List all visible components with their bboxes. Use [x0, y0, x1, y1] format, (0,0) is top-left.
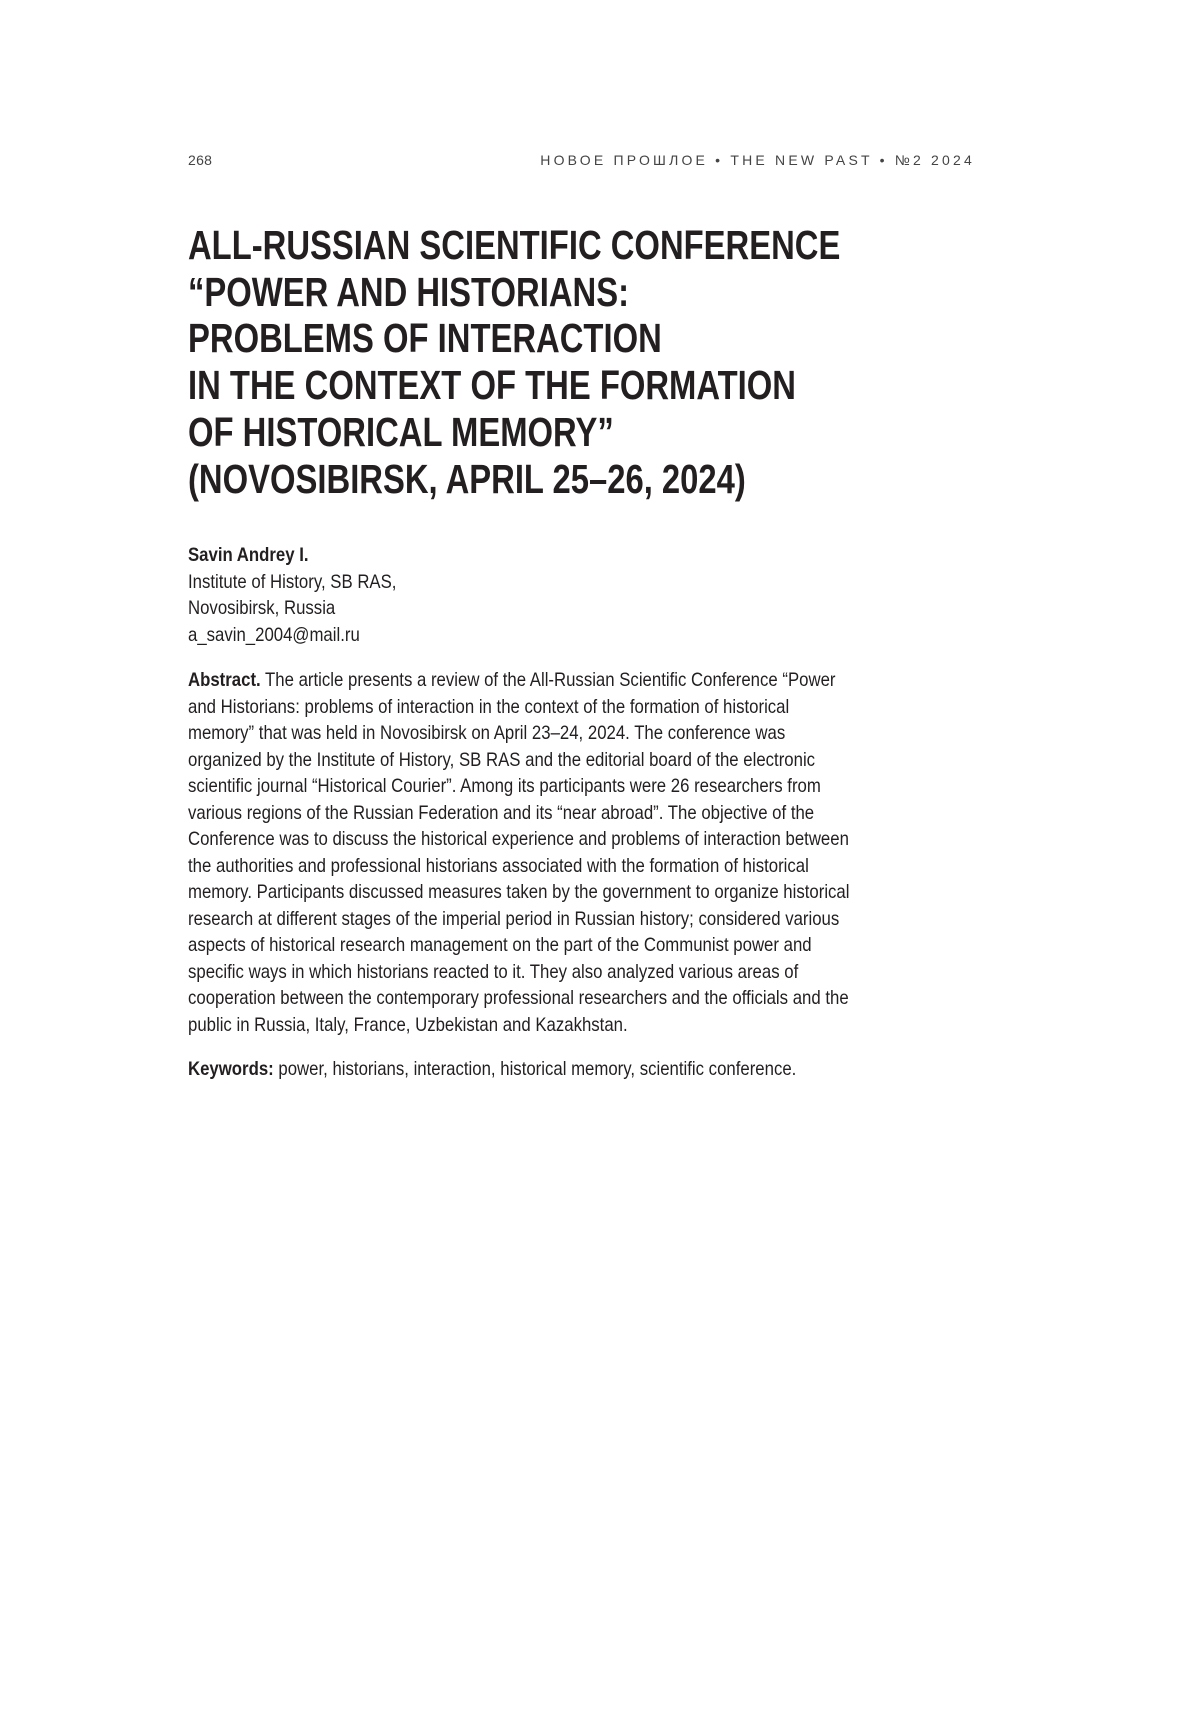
author-email: a_savin_2004@mail.ru [188, 622, 396, 649]
keywords-text: power, historians, interaction, historical memory, scientific conference. [274, 1058, 797, 1080]
keywords-label: Keywords: [188, 1058, 274, 1080]
abstract-line: scientific journal “Historical Courier”. Among its participants were 26 researchers from [188, 773, 849, 800]
author-affiliation: Institute of History, SB RAS, [188, 569, 396, 596]
article-title [188, 222, 840, 502]
abstract [188, 667, 849, 1038]
abstract-line: memory. Participants discussed measures taken by the government to organize historical [188, 879, 849, 906]
abstract-label: Abstract. [188, 669, 261, 691]
abstract-line: cooperation between the contemporary professional researchers and the officials and the [188, 985, 849, 1012]
abstract-line: and Historians: problems of interaction in the context of the formation of historical [188, 694, 849, 721]
abstract-line: aspects of historical research management on the part of the Communist power and [188, 932, 849, 959]
title-line: (NOVOSIBIRSK, APRIL 25–26, 2024) [188, 456, 840, 503]
title-line: IN THE CONTEXT OF THE FORMATION [188, 362, 840, 409]
abstract-line: The article presents a review of the All-Russian Scientific Conference “Power [261, 669, 836, 691]
author-city: Novosibirsk, Russia [188, 595, 396, 622]
abstract-line: specific ways in which historians reacted to it. They also analyzed various areas of [188, 959, 849, 986]
title-line: ALL-RUSSIAN SCIENTIFIC CONFERENCE [188, 222, 840, 269]
page-number: 268 [188, 152, 212, 168]
author-block [188, 542, 396, 648]
running-header: НОВОЕ ПРОШЛОЕ • THE NEW PAST • №2 2024 [540, 152, 975, 168]
title-line: “POWER AND HISTORIANS: [188, 269, 840, 316]
abstract-line: research at different stages of the imperial period in Russian history; considered various [188, 906, 849, 933]
abstract-line: public in Russia, Italy, France, Uzbekistan and Kazakhstan. [188, 1012, 849, 1039]
title-line: OF HISTORICAL MEMORY” [188, 409, 840, 456]
keywords [188, 1058, 796, 1081]
abstract-line: various regions of the Russian Federation and its “near abroad”. The objective of the [188, 800, 849, 827]
abstract-line: the authorities and professional historians associated with the formation of historical [188, 853, 849, 880]
abstract-line: Conference was to discuss the historical experience and problems of interaction between [188, 826, 849, 853]
author-name: Savin Andrey I. [188, 542, 396, 569]
abstract-line: memory” that was held in Novosibirsk on April 23–24, 2024. The conference was [188, 720, 849, 747]
title-line: PROBLEMS OF INTERACTION [188, 315, 840, 362]
abstract-line: organized by the Institute of History, SB RAS and the editorial board of the electronic [188, 747, 849, 774]
